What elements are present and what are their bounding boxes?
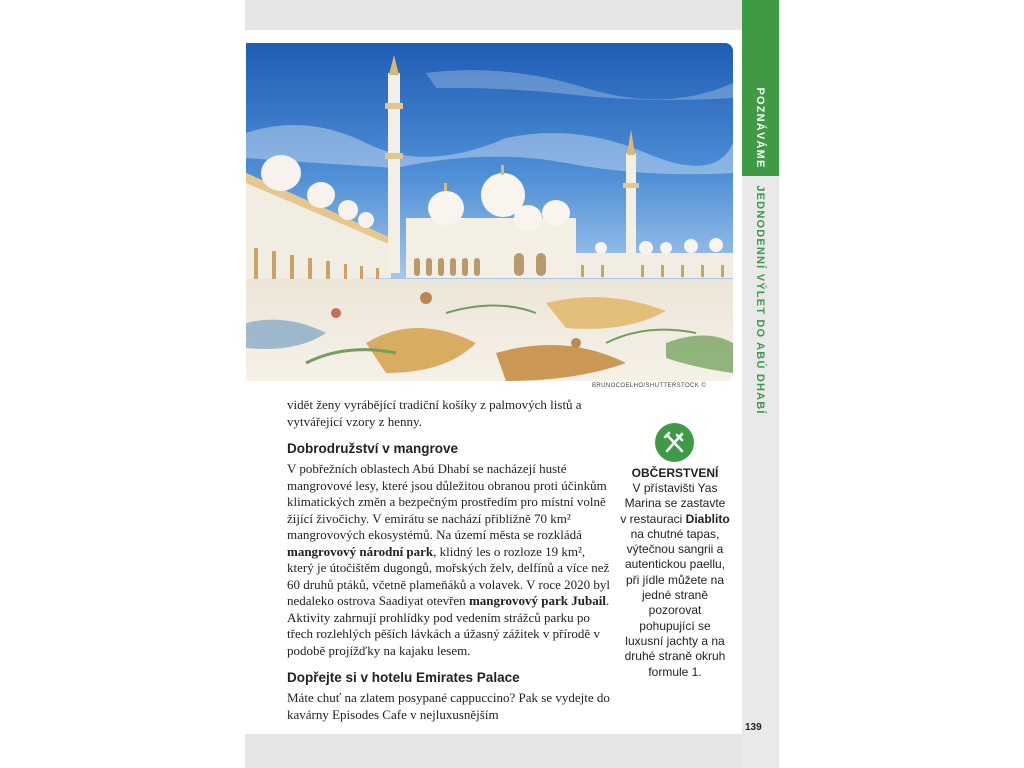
jubail-park-name: mangrovový park Jubail [468,593,606,608]
mangrove-paragraph: V pobřežních oblastech Abú Dhabí se nacházejí husté mangrovové lesy, které jsou důležitou obranou proti účinkům klimatických změn a bezpečným prostředím pro místní volně žijící živočichy. V emirátu se nachází přibližně 70 km² mangrovových ekosystémů. Na území města se rozkládá mangrovový národní park, klidný les o rozloze 19 km², který je útočištěm dugongů, mořských želv, delfínů a více než 60 druhů ptáků, včetně plameňáků a volavek. V roce 2020 byl nedaleko ostrova Saadiyat otevřen mangrovový park Jubail. Aktivity zahrnují prohlídky pod vedením strážců parku po třech rozlehlých pěších lávkách a úžasný zážitek v přírodě v podobě projížďky na kajaku lesem. [287,461,610,658]
intro-paragraph: vidět ženy vyrábějící tradiční košíky z palmových listů a vytvářející vzory z henny. [287,397,582,429]
mangrove-park-name: mangrovový národní park [287,543,434,559]
heading-palace: Dopřejte si v hotelu Emirates Palace [287,670,520,685]
palace-paragraph: Máte chuť na zlatem posypané cappuccino? Pak se vydejte do kavárny Episodes Cafe v nejluxusnějším [287,690,610,722]
top-band [245,0,742,30]
sidebar-box-text: V přístavišti Yas Marina se zastavte v restauraci Diablito na chutné tapas, výtečnou sangrii a autentickou paellu, při jídle můžete na jedné straně pozorovat pohupující se luxusní jachty a na druhé straně okruh formule 1. [620,481,730,679]
bottom-band [245,734,742,768]
chapter-label: JEDNODENNÍ VÝLET DO ABÚ DHABÍ [754,185,766,415]
restaurant-name: Diablito [685,511,730,526]
fork-knife-icon [655,423,694,462]
sidebar-box-title: OBČERSTVENÍ [631,466,719,480]
heading-mangrove: Dobrodružství v mangrove [287,441,459,456]
mosque-photo [246,43,733,381]
photo-credit: BRUNOCOELHO/SHUTTERSTOCK © [592,383,707,389]
section-label: POZNÁVÁME [754,87,766,169]
page-number: 139 [745,722,762,733]
